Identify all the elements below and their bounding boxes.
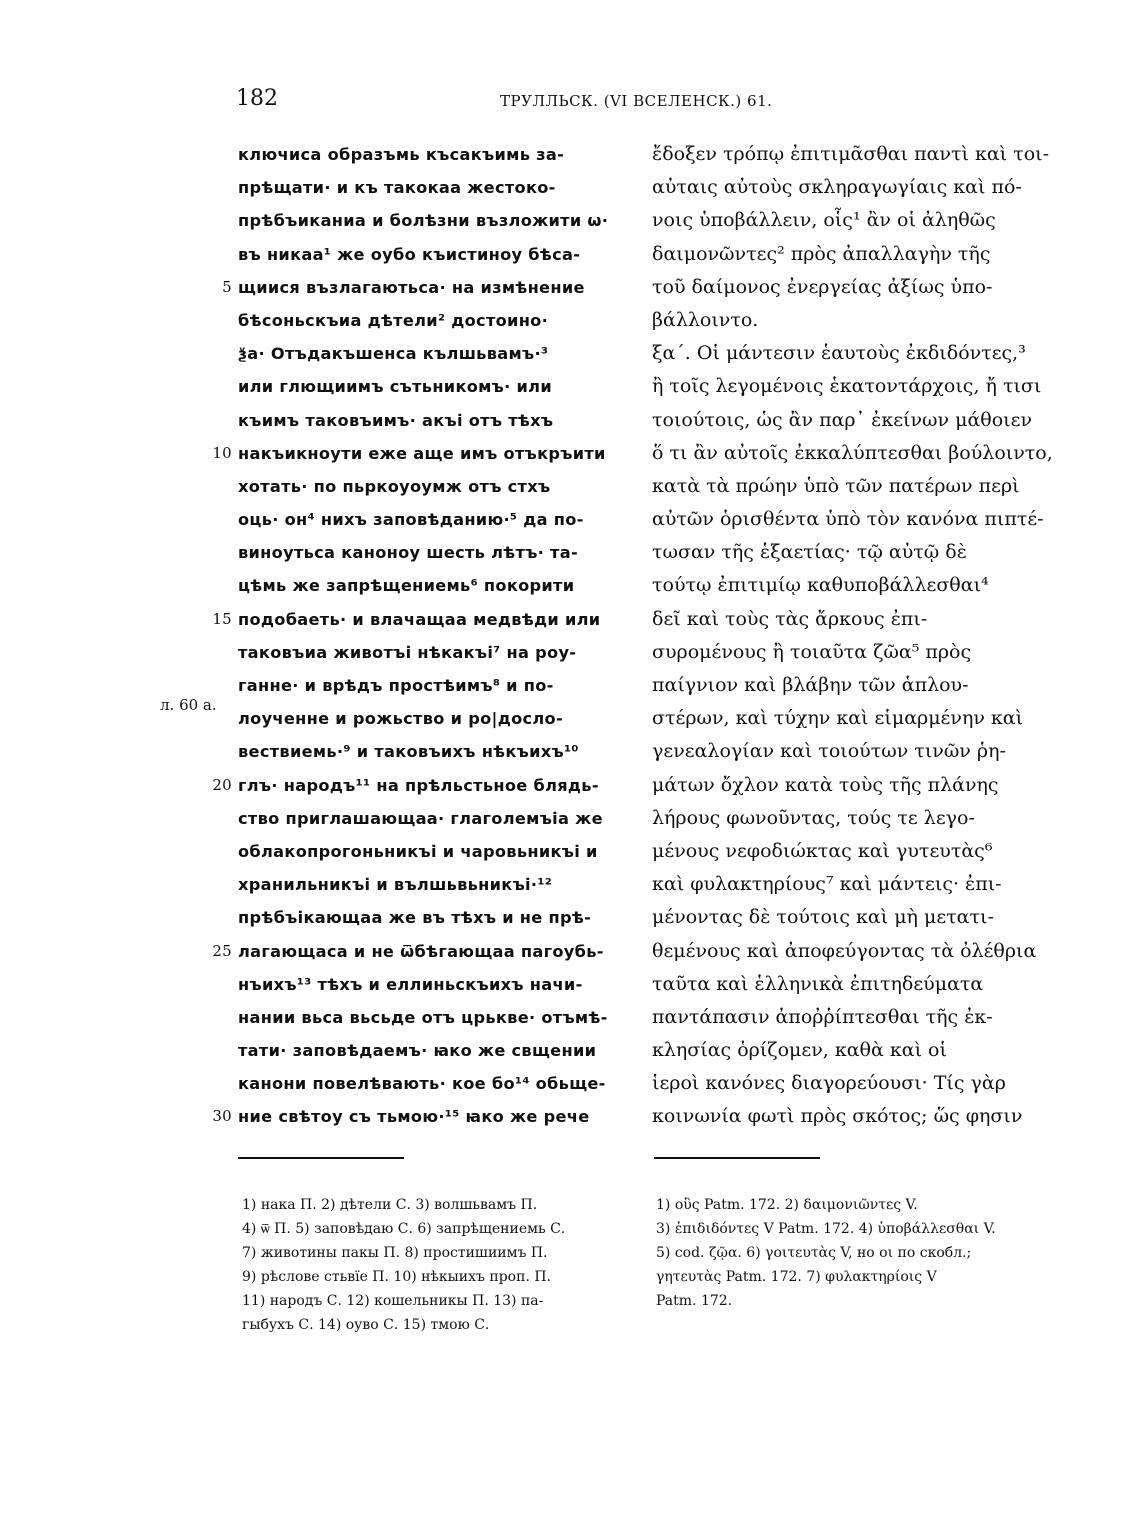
footnote-line: Patm. 172. bbox=[656, 1293, 733, 1309]
line-text: ѯа· Отъдакъшенса кълшьвамъ·³ bbox=[238, 344, 549, 364]
line-text: ганне· и врѣдъ простѣимъ⁸ и по- bbox=[238, 676, 554, 695]
text-line bbox=[238, 536, 626, 569]
line-number: 20 bbox=[212, 775, 232, 794]
text-line bbox=[238, 138, 626, 171]
line-text: къимъ таковъимъ· акъі отъ тѣхъ bbox=[238, 410, 554, 430]
text-line: κλησίας ὁρίζομεν, καθὰ καὶ οἱ bbox=[652, 1039, 947, 1062]
footnote-line: 4) ѿ П. 5) заповѣдаю С. 6) запрѣщениемь С. bbox=[242, 1221, 566, 1237]
text-line bbox=[212, 1100, 626, 1133]
text-line: νοις ὑποβάλλειν, οἷς¹ ἂν οἱ ἀληθῶς bbox=[652, 209, 996, 232]
line-text: прѣщати· и къ такокаа жестоко- bbox=[238, 178, 556, 198]
footnotes-slavonic bbox=[242, 1193, 632, 1337]
text-line: γενεαλογίαν καὶ τοιούτων τινῶν ῥη- bbox=[652, 740, 1006, 763]
footnote-line: 11) народъ С. 12) кошельникы П. 13) па- bbox=[242, 1293, 544, 1309]
line-text: нании вьса вьсьде отъ црькве· отъмѣ- bbox=[238, 1007, 608, 1027]
text-line bbox=[238, 370, 626, 403]
text-line bbox=[238, 470, 626, 503]
line-text: тати· заповѣдаемъ· ꙗко же свщении bbox=[238, 1041, 597, 1061]
text-line bbox=[238, 702, 626, 735]
line-number: 30 bbox=[212, 1107, 232, 1126]
line-text: въ никаа¹ же оубо къистиноу бѣса- bbox=[238, 244, 581, 264]
line-text: таковъиа животъі нѣкакъі⁷ на роу- bbox=[238, 642, 577, 662]
text-line bbox=[238, 204, 626, 237]
running-head: ТРУЛЛЬСК. (VI ВСЕЛЕНСК.) 61. bbox=[500, 92, 773, 110]
text-line bbox=[238, 304, 626, 337]
footnote-line: γητευτὰς Patm. 172. 7) φυλακτηρίοις V bbox=[656, 1269, 937, 1285]
text-line: παντάπασιν ἀποῤῥίπτεσθαι τῆς ἐκ- bbox=[652, 1005, 993, 1028]
text-line: βάλλοιντο. bbox=[652, 308, 759, 331]
text-line: τωσαν τῆς ἑξαετίας· τῷ αὐτῷ δὲ bbox=[652, 541, 967, 564]
text-line: λήρους φωνοῦντας, τούς τε λεγο- bbox=[652, 806, 975, 829]
line-text: или глющиимъ сътьникомъ· или bbox=[238, 377, 552, 397]
footnote-rule-left bbox=[238, 1157, 404, 1159]
line-text: вествиемь·⁹ и таковъихъ нѣкъихъ¹⁰ bbox=[238, 742, 579, 762]
text-line: κοινωνία φωτὶ πρὸς σκότος; ὥς φησιν bbox=[652, 1105, 1023, 1128]
text-line bbox=[238, 901, 626, 934]
page-number: 182 bbox=[236, 86, 278, 111]
text-line: ἔδοξεν τρόπῳ ἐπιτιμᾶσθαι παντὶ καὶ τοι- bbox=[652, 143, 1049, 165]
line-text: подобаеть· и влачащаа медвѣди или bbox=[238, 609, 601, 629]
line-text: цѣмь же запрѣщениемь⁶ покорити bbox=[238, 576, 575, 596]
line-text: облакопрогоньникъі и чаровьникъі и bbox=[238, 841, 598, 861]
footnote-rule-right bbox=[654, 1157, 820, 1159]
text-line bbox=[212, 603, 626, 636]
line-text: канони повелѣвають· кое бо¹⁴ обьще- bbox=[238, 1074, 606, 1094]
text-line: δαιμονῶντες² πρὸς ἀπαλλαγὴν τῆς bbox=[652, 242, 991, 265]
text-line bbox=[212, 935, 626, 968]
footnote-line: 5) cod. ζῷα. 6) γοιτευτὰς V, но οι по скобл.; bbox=[656, 1245, 972, 1261]
footnote-line: 1) οὓς Patm. 172. 2) δαιμονιῶντες V. bbox=[656, 1197, 918, 1213]
footnote-line: 3) ἐπιδιδόντες V Patm. 172. 4) ὑποβάλλεσθαι V. bbox=[656, 1221, 996, 1237]
text-line bbox=[238, 868, 626, 901]
text-line bbox=[238, 968, 626, 1001]
text-line bbox=[238, 569, 626, 602]
text-line bbox=[222, 271, 626, 304]
text-line: ταῦτα καὶ ἑλληνικὰ ἐπιτηδεύματα bbox=[652, 972, 984, 995]
text-line: καὶ φυλακτηρίους⁷ καὶ μάντεις· ἐπι- bbox=[652, 873, 1002, 896]
line-number: 25 bbox=[212, 941, 232, 960]
text-line: παίγνιον καὶ βλάβην τῶν ἁπλου- bbox=[652, 674, 969, 696]
text-line: συρομένους ἢ τοιαῦτα ζῶα⁵ πρὸς bbox=[652, 640, 972, 663]
text-line bbox=[238, 735, 626, 768]
text-line bbox=[212, 437, 626, 470]
line-text: лагающаса и не ѿбѣгающаа пагоубь- bbox=[238, 941, 604, 961]
line-text: глъ· народъ¹¹ на прѣльстьное блядь- bbox=[238, 775, 599, 795]
line-text: нъихъ¹³ тѣхъ и еллиньскъихъ начи- bbox=[238, 974, 583, 994]
text-line bbox=[238, 802, 626, 835]
text-line bbox=[238, 503, 626, 536]
line-text: накъикноути еже аще имъ отъкръити bbox=[238, 443, 606, 463]
line-number: 15 bbox=[212, 609, 232, 628]
text-line: ξα΄. Οἱ μάντεσιν ἑαυτοὺς ἐκδιδόντες,³ bbox=[652, 342, 1026, 365]
text-line: τοιούτοις, ὡς ἂν παρ᾽ ἐκείνων μάθοιεν bbox=[652, 408, 1033, 431]
text-line: στέρων, καὶ τύχην καὶ εἱμαρμένην καὶ bbox=[652, 707, 1024, 730]
line-text: прѣбъиканиа и болѣзни възложити ω· bbox=[238, 211, 609, 231]
text-line: μένοντας δὲ τούτοις καὶ μὴ μετατι- bbox=[652, 906, 994, 929]
text-line bbox=[238, 337, 626, 370]
text-line bbox=[238, 1001, 626, 1034]
text-line bbox=[238, 1067, 626, 1100]
line-number: 5 bbox=[222, 277, 232, 296]
text-line: μένους νεφοδιώκτας καὶ γυτευτὰς⁶ bbox=[652, 839, 993, 862]
text-line bbox=[238, 238, 626, 271]
text-line bbox=[238, 835, 626, 868]
line-text: ключиса образъмь късакъимь за- bbox=[238, 145, 565, 164]
line-text: прѣбъікающаа же въ тѣхъ и не прѣ- bbox=[238, 908, 592, 928]
church-slavonic-column bbox=[212, 138, 626, 1134]
footnote-line: 7) животины пакы П. 8) простишиимъ П. bbox=[242, 1245, 548, 1261]
footnote-line: 9) рѣслове стьвїе П. 10) нѣкыихъ проп. П. bbox=[242, 1269, 552, 1285]
text-line: θεμένους καὶ ἀποφεύγοντας τὰ ὀλέθρια bbox=[652, 939, 1037, 962]
text-line: τοῦ δαίμονος ἐνεργείας ἀξίως ὑπο- bbox=[652, 275, 993, 298]
text-line bbox=[238, 171, 626, 204]
line-text: лоученне и рожьство и ро|досло- bbox=[238, 709, 563, 729]
line-text: хотать· по пьркоуоумж отъ стхъ bbox=[238, 476, 551, 496]
text-line bbox=[238, 636, 626, 669]
text-line: κατὰ τὰ πρώην ὑπὸ τῶν πατέρων περὶ bbox=[652, 474, 1020, 497]
line-text: щиися възлагаютьса· на измѣнение bbox=[238, 277, 585, 297]
footnote-line: гыбухъ С. 14) оуво С. 15) тмою С. bbox=[242, 1317, 490, 1333]
line-text: виноутьса каноноу шесть лѣтъ· та- bbox=[238, 543, 578, 563]
text-line: αὐταις αὐτοὺς σκληραγωγίαις καὶ πό- bbox=[652, 176, 1022, 199]
greek-column bbox=[652, 138, 1053, 1134]
footnote-line: 1) нака П. 2) дѣтели С. 3) волшьвамъ П. bbox=[242, 1197, 538, 1213]
footnotes-greek bbox=[656, 1193, 1048, 1313]
line-text: ние свѣтоу съ тьмою·¹⁵ ꙗко же рече bbox=[238, 1107, 590, 1127]
text-line: ἱεροὶ κανόνες διαγορεύουσι· Τίς γὰρ bbox=[652, 1072, 1006, 1095]
line-text: ство приглашающаа· глаголемъіа же bbox=[238, 808, 603, 828]
line-text: оць· он⁴ нихъ заповѣданию·⁵ да по- bbox=[238, 510, 584, 530]
line-text: бѣсоньскъиа дѣтели² достоино· bbox=[238, 310, 549, 330]
line-text: хранильникъі и вълшьвьникъі·¹² bbox=[238, 875, 553, 895]
text-line: μάτων ὄχλον κατὰ τοὺς τῆς πλάνης bbox=[652, 773, 999, 796]
text-line: τούτῳ ἐπιτιμίῳ καθυποβάλλεσθαι⁴ bbox=[652, 574, 989, 597]
text-line bbox=[212, 769, 626, 802]
text-line: ἢ τοῖς λεγομένοις ἑκατοντάρχοις, ἤ τισι bbox=[652, 375, 1042, 398]
text-line bbox=[238, 404, 626, 437]
text-line bbox=[238, 669, 626, 702]
margin-note: л. 60 а. bbox=[160, 696, 217, 714]
line-number: 10 bbox=[212, 443, 232, 462]
text-line bbox=[238, 1034, 626, 1067]
text-line: δεῖ καὶ τοὺς τὰς ἄρκους ἐπι- bbox=[652, 607, 928, 630]
text-line: αὐτῶν ὁρισθέντα ὑπὸ τὸν κανόνα πιπτέ- bbox=[652, 508, 1044, 531]
text-line: ὅ τι ἂν αὐτοῖς ἐκκαλύπτεσθαι βούλοιντο, bbox=[652, 441, 1053, 464]
